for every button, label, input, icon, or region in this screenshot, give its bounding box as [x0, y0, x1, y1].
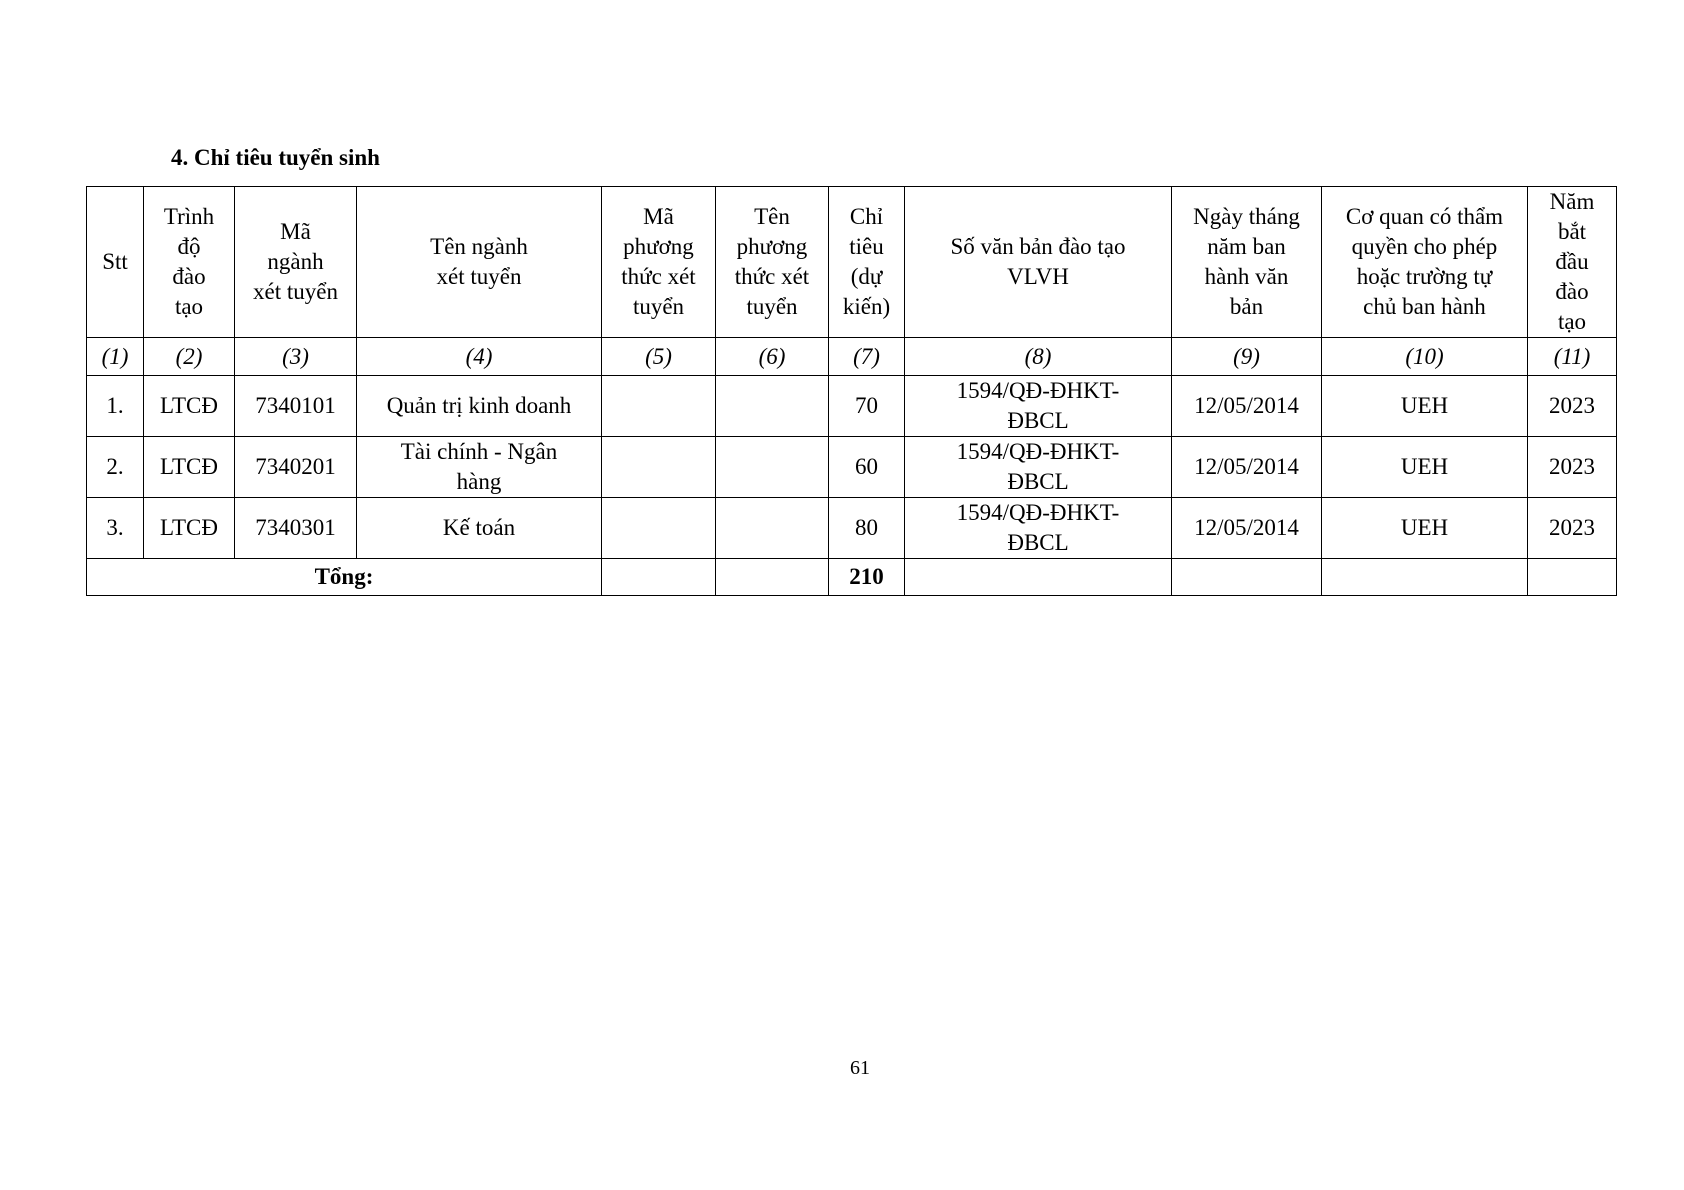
page-number: 61 — [850, 1057, 870, 1079]
column-number-row — [87, 338, 1617, 376]
header-method-name: Tên phương thức xét tuyển — [716, 187, 829, 338]
row-quota: 80 — [829, 498, 905, 559]
section-title: 4. Chỉ tiêu tuyển sinh — [171, 145, 380, 170]
row-issue-date: 12/05/2014 — [1172, 437, 1322, 498]
total-empty-cell — [1528, 559, 1617, 596]
total-empty-cell — [1322, 559, 1528, 596]
column-number: (5) — [602, 338, 716, 376]
row-training-level: LTCĐ — [144, 376, 235, 437]
header-document-number: Số văn bản đào tạo VLVH — [905, 187, 1172, 338]
row-training-level: LTCĐ — [144, 498, 235, 559]
column-number: (1) — [87, 338, 144, 376]
column-number: (7) — [829, 338, 905, 376]
row-quota: 60 — [829, 437, 905, 498]
header-stt: Stt — [87, 187, 144, 338]
row-document-number: 1594/QĐ-ĐHKT- ĐBCL — [905, 376, 1172, 437]
row-method-name — [716, 376, 829, 437]
row-authority: UEH — [1322, 498, 1528, 559]
column-number: (9) — [1172, 338, 1322, 376]
column-number: (2) — [144, 338, 235, 376]
header-row — [87, 187, 1617, 338]
row-major-name: Tài chính - Ngân hàng — [357, 437, 602, 498]
column-number: (8) — [905, 338, 1172, 376]
column-number: (11) — [1528, 338, 1617, 376]
row-quota: 70 — [829, 376, 905, 437]
row-start-year: 2023 — [1528, 376, 1617, 437]
row-major-code: 7340201 — [235, 437, 357, 498]
row-method-code — [602, 437, 716, 498]
row-start-year: 2023 — [1528, 498, 1617, 559]
total-empty-cell — [905, 559, 1172, 596]
table-row — [87, 437, 1617, 498]
row-major-name: Quản trị kinh doanh — [357, 376, 602, 437]
table-row — [87, 498, 1617, 559]
row-stt: 2. — [87, 437, 144, 498]
column-number: (4) — [357, 338, 602, 376]
row-method-name — [716, 498, 829, 559]
total-row — [87, 559, 1617, 596]
header-major-name: Tên ngành xét tuyển — [357, 187, 602, 338]
row-major-code: 7340301 — [235, 498, 357, 559]
row-stt: 3. — [87, 498, 144, 559]
total-empty-cell — [1172, 559, 1322, 596]
header-method-code: Mã phương thức xét tuyển — [602, 187, 716, 338]
row-start-year: 2023 — [1528, 437, 1617, 498]
header-start-year: Năm bắt đầu đào tạo — [1528, 187, 1617, 338]
total-empty-cell — [602, 559, 716, 596]
column-number: (6) — [716, 338, 829, 376]
row-method-code — [602, 376, 716, 437]
column-number: (3) — [235, 338, 357, 376]
row-authority: UEH — [1322, 376, 1528, 437]
row-method-code — [602, 498, 716, 559]
row-document-number: 1594/QĐ-ĐHKT- ĐBCL — [905, 498, 1172, 559]
header-training-level: Trình độ đào tạo — [144, 187, 235, 338]
row-issue-date: 12/05/2014 — [1172, 376, 1322, 437]
total-empty-cell — [716, 559, 829, 596]
total-value: 210 — [829, 559, 905, 596]
column-number: (10) — [1322, 338, 1528, 376]
row-document-number: 1594/QĐ-ĐHKT- ĐBCL — [905, 437, 1172, 498]
header-major-code: Mã ngành xét tuyển — [235, 187, 357, 338]
admission-quota-table — [86, 186, 1617, 596]
row-major-code: 7340101 — [235, 376, 357, 437]
row-training-level: LTCĐ — [144, 437, 235, 498]
header-authority: Cơ quan có thẩm quyền cho phép hoặc trường tự chủ ban hành — [1322, 187, 1528, 338]
row-method-name — [716, 437, 829, 498]
header-quota: Chỉ tiêu (dự kiến) — [829, 187, 905, 338]
total-label: Tổng: — [87, 559, 602, 596]
table-row — [87, 376, 1617, 437]
row-issue-date: 12/05/2014 — [1172, 498, 1322, 559]
header-issue-date: Ngày tháng năm ban hành văn bản — [1172, 187, 1322, 338]
row-major-name: Kế toán — [357, 498, 602, 559]
row-stt: 1. — [87, 376, 144, 437]
row-authority: UEH — [1322, 437, 1528, 498]
